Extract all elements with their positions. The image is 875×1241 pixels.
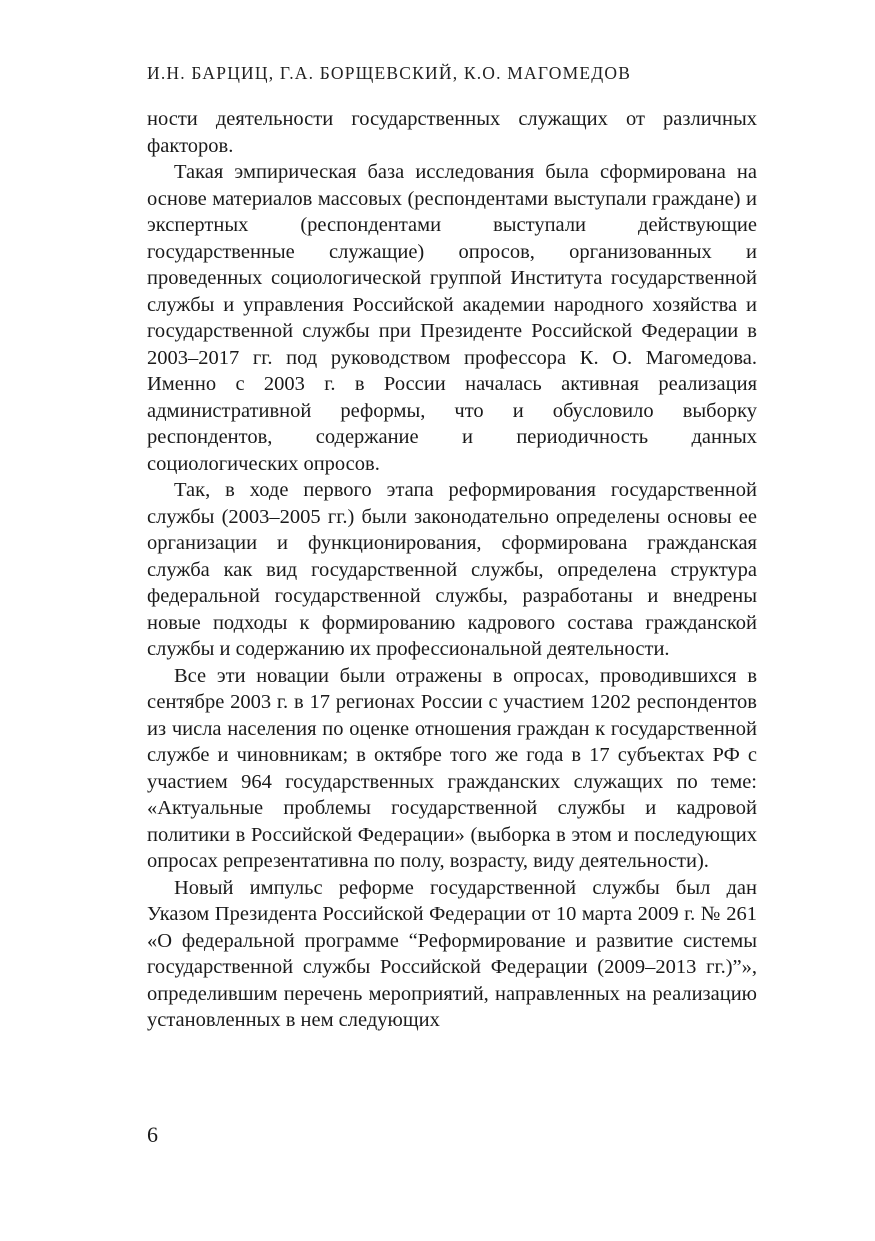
paragraph-continuation: ности деятельности государственных служащих от различных факторов. — [147, 108, 757, 157]
body-text — [147, 106, 757, 1034]
paragraph-empirical-base: Такая эмпирическая база исследования была сформирована на основе материалов массовых (респондентами выступали граждане) и экспертных (респондентами выступали действующие государственные служащие) опросов, организованных и проведенных социологической группой Института государственной службы и управления Российской академии народного хозяйства и государственной службы при Президенте Российской Федерации в 2003–2017 гг. под руководством профессора К. О. Магомедова. Именно с 2003 г. в России началась активная реализация административной реформы, что и обусловило выборку респондентов, содержание и периодичность данных социологических опросов. — [147, 161, 757, 475]
paragraph-decree-2009: Новый импульс реформе государственной службы был дан Указом Президента Российской Федерации от 10 марта 2009 г. № 261 «О федеральной программе “Реформирование и развитие системы государственной службы Российской Федерации (2009–2013 гг.)”», определившим перечень мероприятий, направленных на реализацию установленных в нем следующих — [147, 876, 757, 1031]
paragraph-first-stage: Так, в ходе первого этапа реформирования государственной службы (2003–2005 гг.) были законодательно определены основы ее организации и функционирования, сформирована гражданская служба как вид государственной службы, определена структура федеральной государственной службы, разработаны и внедрены новые подходы к формированию кадрового состава гражданской службы и содержанию их профессиональной деятельности. — [147, 479, 757, 660]
paragraph-surveys-2003: Все эти новации были отражены в опросах, проводившихся в сентябре 2003 г. в 17 регионах России с участием 1202 респондентов из числа населения по оценке отношения граждан к государственной службе и чиновникам; в октябре того же года в 17 субъектах РФ с участием 964 государственных гражданских служащих по теме: «Актуальные проблемы государственной службы и кадровой политики в Российской Федерации» (выборка в этом и последующих опросах репрезентативна по полу, возрасту, виду деятельности). — [147, 664, 757, 872]
page-number: 6 — [147, 1122, 158, 1147]
running-header: И.Н. БАРЦИЦ, Г.А. БОРЩЕВСКИЙ, К.О. МАГОМЕДОВ — [147, 63, 632, 83]
